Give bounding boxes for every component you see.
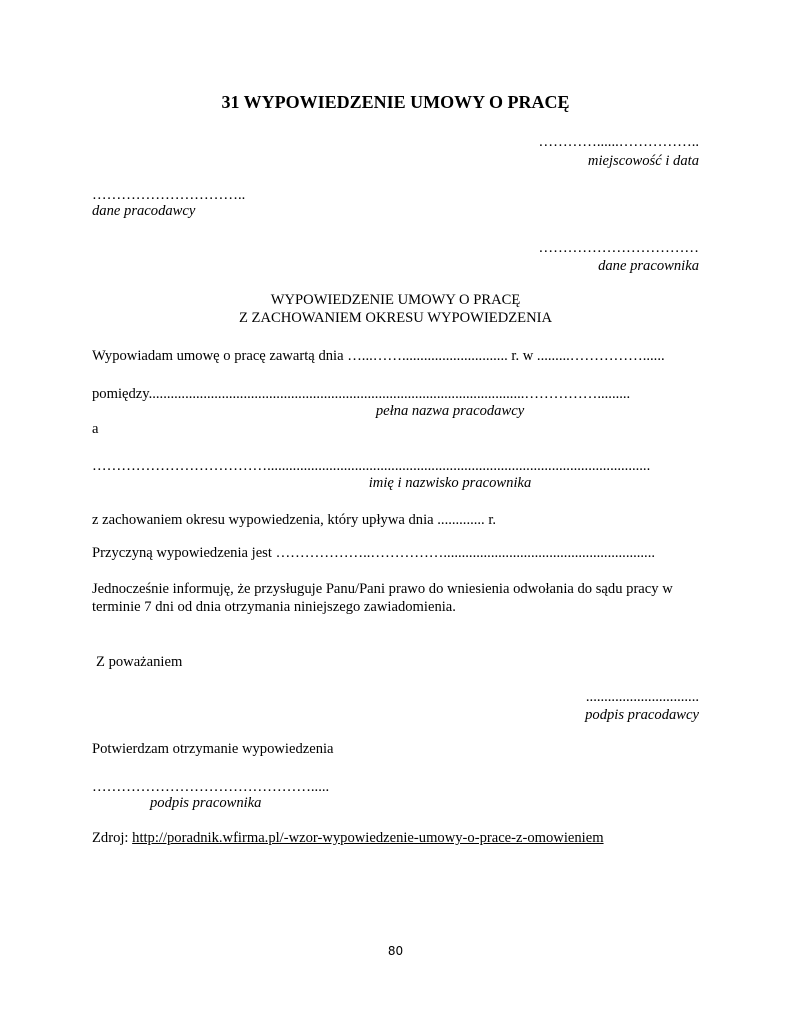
page-number: 80 (387, 944, 404, 958)
employee-name-label: imię i nazwisko pracownika (368, 475, 532, 491)
subtitle-line-1: WYPOWIEDZENIE UMOWY O PRACĘ (270, 292, 521, 308)
employee-signature-dots: ………………………………………..... (92, 779, 330, 795)
receipt-confirmation: Potwierdzam otrzymanie wypowiedzenia (92, 741, 334, 757)
employer-dots: ………………………….. (92, 187, 246, 203)
employer-name-label: pełna nazwa pracodawcy (375, 403, 525, 419)
employee-dots: …………………………… (538, 240, 699, 256)
notice-period-line: z zachowaniem okresu wypowiedzenia, który upływa dnia ............. r. (92, 512, 497, 528)
employee-name-dots: ………………………………......................................................................................................... (92, 458, 651, 474)
between-line: pomiędzy.......................................................................................................……………......... (92, 386, 631, 402)
appeal-info-paragraph: Jednocześnie informuję, że przysługuje Panu/Pani prawo do wniesienia odwołania do sądu pracy w terminie 7 dni od dnia otrzymania niniejszego zawiadomienia. (92, 581, 673, 615)
subtitle-line-2: Z ZACHOWANIEM OKRESU WYPOWIEDZENIA (238, 310, 553, 326)
employee-label: dane pracownika (598, 258, 699, 274)
contract-line: Wypowiadam umowę o pracę zawartą dnia …...……............................. r. w .........……………...... (92, 348, 665, 364)
employer-label: dane pracodawcy (92, 203, 196, 219)
employer-signature-dots: ............................... (585, 689, 699, 705)
source-line (92, 830, 604, 847)
conjunction-a: a (92, 421, 99, 437)
employee-signature-label: podpis pracownika (150, 795, 262, 811)
source-prefix: Zdroj: (92, 830, 133, 846)
source-link[interactable]: http://poradnik.wfirma.pl/-wzor-wypowiedzenie-umowy-o-prace-z-omowieniem (132, 830, 604, 846)
regards-text: Z poważaniem (96, 654, 183, 670)
place-date-dots: …………......…………….. (538, 134, 699, 150)
place-date-label: miejscowość i data (587, 153, 699, 169)
reason-line: Przyczyną wypowiedzenia jest ………………..…………….......................................................... (92, 545, 656, 561)
document-title: 31 WYPOWIEDZENIE UMOWY O PRACĘ (221, 92, 570, 112)
employer-signature-label: podpis pracodawcy (585, 707, 699, 723)
